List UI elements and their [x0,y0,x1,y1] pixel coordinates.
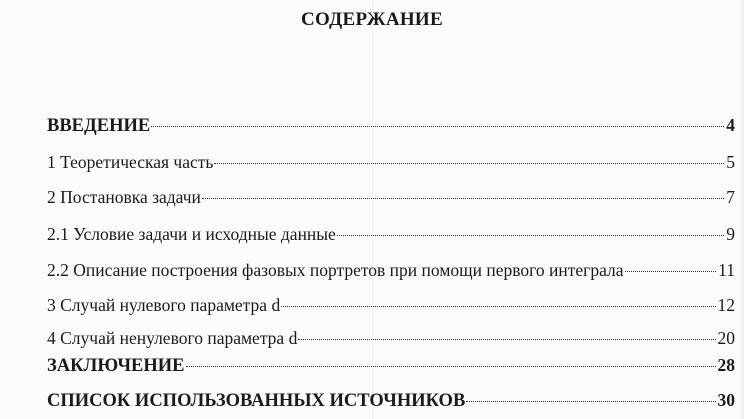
toc-leader-dots [202,198,724,199]
toc-entry-label: 4 Случай ненулевого параметра d [47,328,298,348]
toc-entry-nonzero-parameter [47,328,735,349]
toc-leader-dots [151,126,724,127]
toc-entry-label: 2 Постановка задачи [47,187,201,207]
toc-entry-introduction [47,115,735,137]
toc-entry-conditions [47,224,735,245]
toc-entry-phase-portraits [47,260,735,281]
toc-entry-theory [47,152,735,173]
toc-leader-dots [186,366,716,367]
toc-entry-page: 28 [717,355,735,375]
toc-entry-label: 3 Случай нулевого параметра d [47,295,281,315]
toc-leader-dots [337,235,724,236]
toc-entry-label: 1 Теоретическая часть [47,152,214,172]
page-title: СОДЕРЖАНИЕ [301,9,443,30]
page-edge-shadow [738,0,744,419]
toc-entry-page: 7 [726,187,735,207]
toc-entry-page: 20 [717,328,735,348]
toc-leader-dots [214,163,724,164]
toc-entry-label: ЗАКЛЮЧЕНИЕ [47,356,185,376]
toc-entry-page: 9 [726,224,735,244]
toc-entry-zero-parameter [47,295,735,316]
toc-entry-label: ВВЕДЕНИЕ [47,116,151,136]
toc-leader-dots [281,306,715,307]
toc-entry-references [47,390,735,412]
toc-entry-page: 5 [726,152,735,172]
toc-leader-dots [466,401,715,402]
toc-entry-label: СПИСОК ИСПОЛЬЗОВАННЫХ ИСТОЧНИКОВ [47,391,466,411]
toc-entry-page: 30 [717,390,735,410]
toc-entry-page: 11 [718,260,735,280]
toc-entry-page: 12 [717,295,735,315]
toc-entry-label: 2.1 Условие задачи и исходные данные [47,224,336,244]
toc-leader-dots [298,339,715,340]
toc-entry-label: 2.2 Описание построения фазовых портретов при помощи первого интеграла [47,260,624,280]
toc-entry-conclusion [47,355,735,377]
toc-entry-problem-statement [47,187,735,208]
toc-entry-page: 4 [726,115,735,135]
toc-leader-dots [625,271,717,272]
